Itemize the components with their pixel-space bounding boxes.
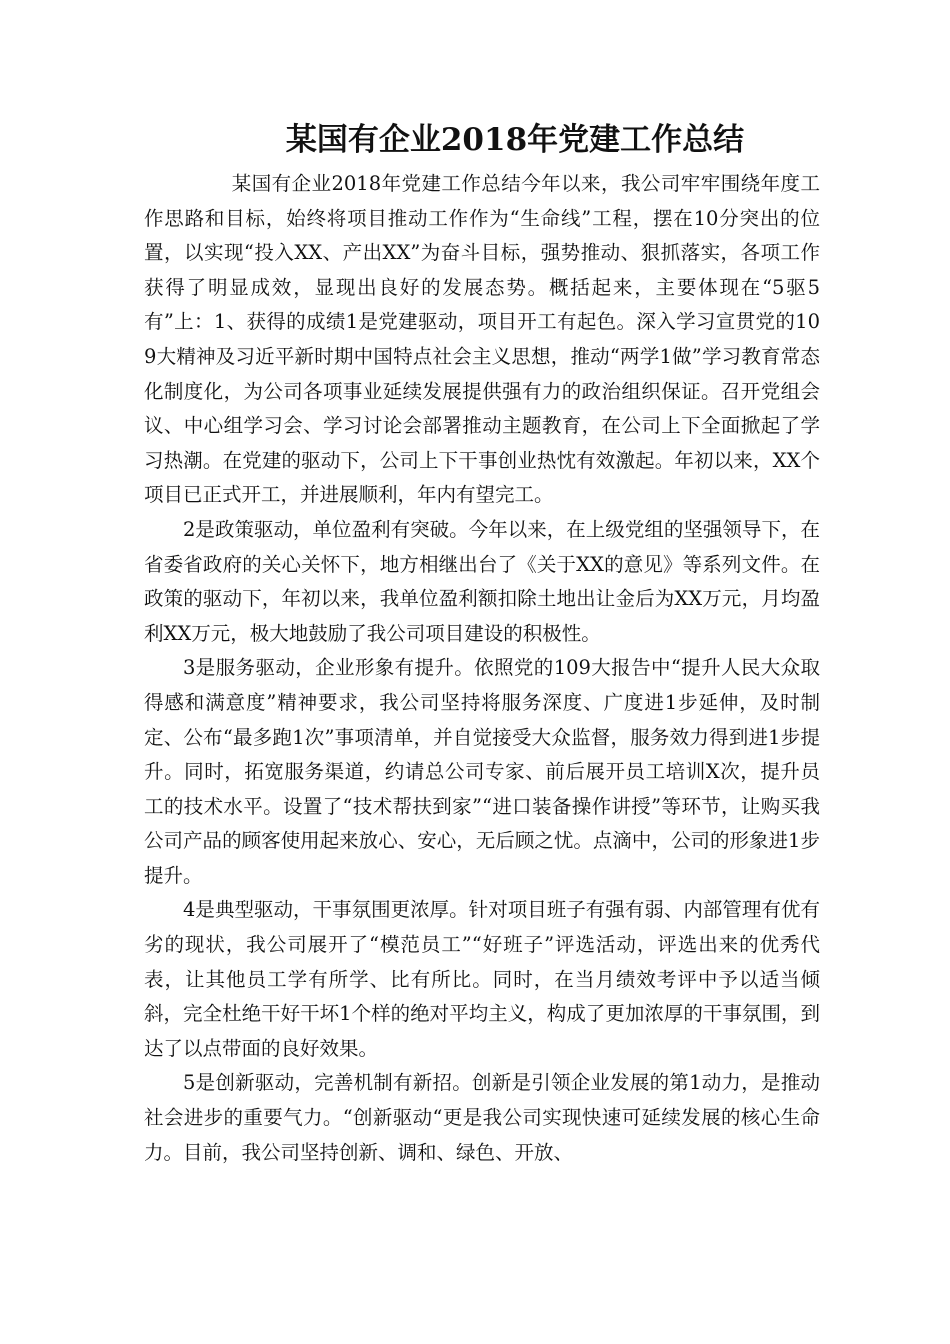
paragraph-5: 5是创新驱动，完善机制有新招。创新是引领企业发展的第1动力，是推动社会进步的重要气力。“创新驱动“更是我公司实现快速可延续发展的核心生命力。目前，我公司坚持创新、调和、绿色、开放、: [144, 1071, 820, 1164]
paragraph-1: 某国有企业2018年党建工作总结今年以来，我公司牢牢围绕年度工作思路和目标，始终将项目推动工作作为“生命线”工程，摆在10分突出的位置，以实现“投入XX、产出XX”为奋斗目标，强势推动、狠抓落实，各项工作获得了明显成效，显现出良好的发展态势。概括起来，主要体现在“5驱5有”上：1、获得的成绩1是党建驱动，项目开工有起色。深入学习宣贯党的109大精神及习近平新时期中国特点社会主义思想，推动“两学1做”学习教育常态化制度化，为公司各项事业延续发展提供强有力的政治组织保证。召开党组会议、中心组学习会、学习讨论会部署推动主题教育，在公司上下全面掀起了学习热潮。在党建的驱动下，公司上下干事创业热忱有效激起。年初以来，XX个项目已正式开工，并进展顺利，年内有望完工。: [144, 172, 820, 507]
paragraph-2: 2是政策驱动，单位盈利有突破。今年以来，在上级党组的坚强领导下，在省委省政府的关心关怀下，地方相继出台了《关于XX的意见》等系列文件。在政策的驱动下，年初以来，我单位盈利额扣除土地出让金后为XX万元，月均盈利XX万元，极大地鼓励了我公司项目建设的积极性。: [144, 517, 820, 645]
paragraph-4: 4是典型驱动，干事氛围更浓厚。针对项目班子有强有弱、内部管理有优有劣的现状，我公司展开了“模范员工”“好班子”评选活动，评选出来的优秀代表，让其他员工学有所学、比有所比。同时，在当月绩效考评中予以适当倾斜，完全杜绝干好干坏1个样的绝对平均主义，构成了更加浓厚的干事氛围，到达了以点带面的良好效果。: [144, 898, 820, 1060]
document-body: [144, 167, 820, 1170]
document-title: 某国有企业2018年党建工作总结: [285, 122, 745, 158]
paragraph-3: 3是服务驱动，企业形象有提升。依照党的109大报告中“提升人民大众取得感和满意度”精神要求，我公司坚持将服务深度、广度进1步延伸，及时制定、公布“最多跑1次”事项清单，并自觉接受大众监督，服务效力得到进1步提升。同时，拓宽服务渠道，约请总公司专家、前后展开员工培训X次，提升员工的技术水平。设置了“技术帮扶到家”“进口装备操作讲授”等环节，让购买我公司产品的顾客使用起来放心、安心，无后顾之忧。点滴中，公司的形象进1步提升。: [144, 656, 820, 887]
